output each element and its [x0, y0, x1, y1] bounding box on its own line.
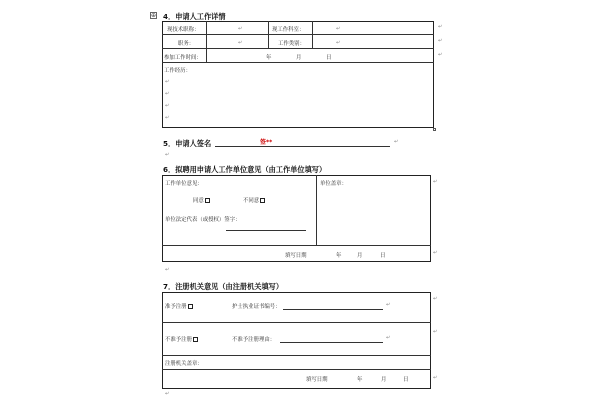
paragraph-mark: ↵ [165, 103, 170, 109]
option-agree[interactable] [193, 196, 210, 204]
option-approve[interactable] [165, 302, 193, 310]
option-disagree[interactable] [243, 196, 265, 204]
label-employer-opinion: 工作单位意见： [165, 181, 203, 187]
paragraph-mark: ↵ [165, 91, 170, 97]
table-rule [162, 355, 431, 356]
table-rule [162, 245, 431, 246]
table-rule [162, 369, 431, 370]
rep-signature-line[interactable] [226, 230, 306, 231]
row-end-mark: ↵ [433, 375, 438, 381]
label-month: 月 [357, 253, 363, 259]
table-resize-handle-icon[interactable] [433, 128, 436, 131]
signature-stamp: 签** [260, 139, 273, 146]
label-day: 日 [326, 55, 332, 61]
approve-checkbox-icon[interactable] [188, 304, 193, 309]
label-year: 年 [336, 253, 342, 259]
paragraph-mark: ↵ [165, 391, 170, 397]
label-registration-seal: 注册机关盖章： [165, 361, 203, 367]
label-reject-reason: 不准予注册理由： [232, 337, 276, 343]
label-department: 现工作科室： [272, 27, 305, 33]
label-work-category: 工作类别： [278, 41, 305, 47]
section-5-heading: 5．申请人签名 [163, 139, 212, 148]
row-end-mark: ↵ [433, 329, 438, 335]
disagree-checkbox-icon[interactable] [260, 198, 265, 203]
label-work-history: 工作经历： [164, 68, 191, 74]
table-rule [162, 48, 434, 49]
label-fill-date: 填写日期 [285, 253, 307, 259]
paragraph-mark: ↵ [165, 152, 170, 158]
label-license-number: 护士执业证书编号： [232, 304, 281, 310]
label-fill-date: 填写日期 [306, 377, 328, 383]
label-unit-seal: 单位盖章： [320, 181, 347, 187]
cell-end-mark: ↵ [238, 40, 243, 46]
label-work-start-date: 参加工作时间： [164, 55, 202, 61]
cell-end-mark: ↵ [238, 26, 243, 32]
row-end-mark: ↵ [438, 24, 443, 30]
label-position: 职务： [178, 41, 195, 47]
reject-reason-line[interactable] [280, 342, 383, 343]
label-technical-title: 现技术职称： [167, 27, 200, 33]
row-end-mark: ↵ [433, 179, 438, 185]
cell-end-mark: ↵ [336, 40, 341, 46]
label-year: 年 [357, 377, 363, 383]
paragraph-mark: ↵ [165, 79, 170, 85]
option-disagree-label: 不同意 [243, 198, 260, 204]
label-day: 日 [380, 253, 386, 259]
license-number-line[interactable] [283, 309, 383, 310]
section-6-heading: 6．拟聘用申请人工作单位意见（由工作单位填写） [163, 165, 327, 174]
option-agree-label: 同意 [193, 198, 204, 204]
paragraph-mark: ↵ [386, 302, 391, 308]
section-4-table [162, 21, 434, 128]
section-4-heading: 4．申请人工作详情 [163, 12, 226, 21]
table-rule [162, 322, 431, 323]
option-reject[interactable] [165, 335, 198, 343]
section-7-heading: 7．注册机关意见（由注册机关填写） [163, 282, 284, 291]
label-month: 月 [381, 377, 387, 383]
label-day: 日 [403, 377, 409, 383]
row-end-mark: ↵ [433, 250, 438, 256]
reject-checkbox-icon[interactable] [193, 337, 198, 342]
label-rep-signature: 单位法定代表（或授权）签字： [165, 217, 241, 223]
paragraph-mark: ↵ [165, 267, 170, 273]
paragraph-mark: ↵ [165, 115, 170, 121]
row-end-mark: ↵ [438, 38, 443, 44]
row-end-mark: ↵ [433, 296, 438, 302]
cell-end-mark: ↵ [336, 26, 341, 32]
table-move-handle-icon[interactable]: ⊕ [151, 12, 157, 19]
table-rule [162, 34, 434, 35]
option-approve-label: 准予注册 [165, 304, 187, 310]
table-rule [162, 62, 434, 63]
paragraph-mark: ↵ [394, 139, 399, 145]
option-reject-label: 不准予注册 [165, 337, 192, 343]
label-month: 月 [296, 55, 302, 61]
row-end-mark: ↵ [438, 52, 443, 58]
table-rule [206, 21, 207, 62]
table-rule [312, 21, 313, 48]
section-7-table [162, 292, 431, 389]
table-rule [316, 175, 317, 245]
agree-checkbox-icon[interactable] [205, 198, 210, 203]
signature-line[interactable] [215, 146, 390, 147]
paragraph-mark: ↵ [386, 335, 391, 341]
table-rule [268, 21, 269, 48]
label-year: 年 [266, 55, 272, 61]
